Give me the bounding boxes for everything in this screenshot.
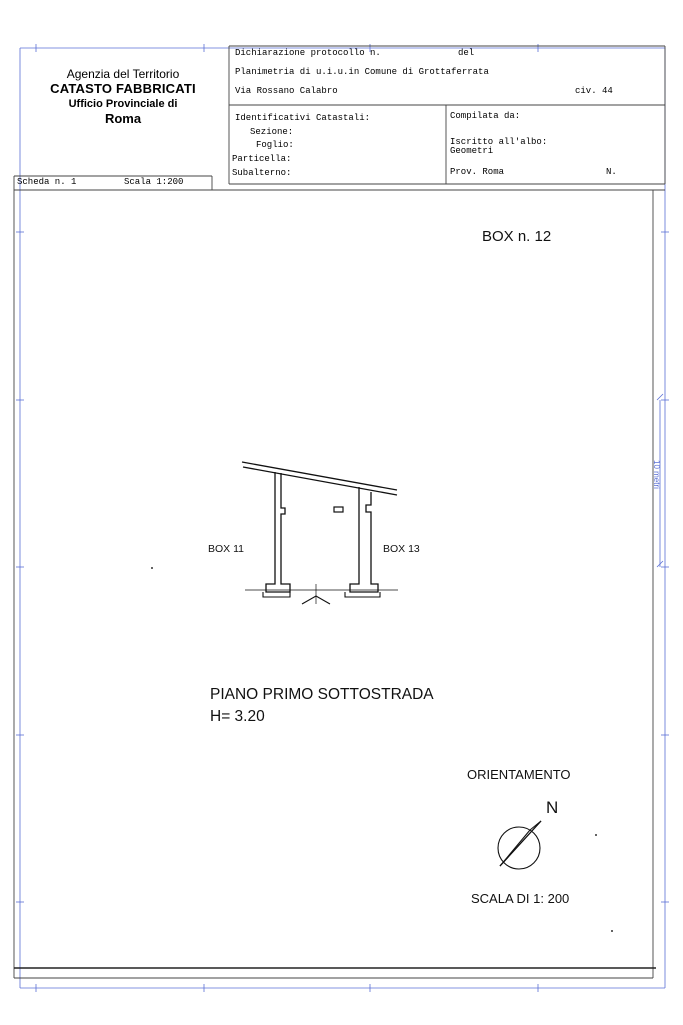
protocol-del: del (458, 48, 475, 58)
civic-number: civ. 44 (575, 86, 613, 96)
orientation-label: ORIENTAMENTO (467, 767, 571, 782)
sezione-label: Sezione: (250, 127, 294, 137)
scale-text: SCALA DI 1: 200 (471, 891, 570, 906)
iscritto-label: Iscritto all'albo: (450, 137, 548, 147)
planimetria-text: Planimetria di u.i.u.in Comune di Grottaferrata (235, 67, 489, 77)
right-wall (350, 487, 378, 592)
compilata-label: Compilata da: (450, 111, 521, 121)
north-label: N (546, 798, 559, 817)
box-title: BOX n. 12 (482, 228, 552, 245)
box-right-label: BOX 13 (383, 543, 420, 555)
address-text: Via Rossano Calabro (235, 86, 338, 96)
agency-name: Agenzia del Territorio (66, 67, 180, 81)
back-wall-outer (242, 462, 397, 490)
ufficio-label: Ufficio Provinciale di (68, 98, 178, 110)
scheda-number: Scheda n. 1 (17, 177, 77, 187)
scheda-scale: Scala 1:200 (124, 177, 184, 187)
albo-value: Geometri (450, 146, 494, 156)
provincia-label: Prov. Roma (450, 167, 505, 177)
protocol-label: Dichiarazione protocollo n. (235, 48, 381, 58)
ufficio-city: Roma (104, 111, 142, 126)
ruler-label: 10 metri (652, 460, 661, 489)
subalterno-label: Subalterno: (232, 168, 292, 178)
number-label: N. (606, 167, 617, 177)
north-arrow-icon (498, 821, 541, 869)
box-left-label: BOX 11 (208, 543, 244, 555)
back-wall-inner (243, 467, 397, 495)
identificativi-label: Identificativi Catastali: (235, 113, 371, 123)
left-wall (266, 472, 290, 592)
floor-height: H= 3.20 (210, 708, 265, 725)
particella-label: Particella: (232, 154, 292, 164)
catasto-title: CATASTO FABBRICATI (50, 81, 196, 96)
foglio-label: Foglio: (256, 140, 294, 150)
floor-name: PIANO PRIMO SOTTOSTRADA (210, 686, 434, 703)
